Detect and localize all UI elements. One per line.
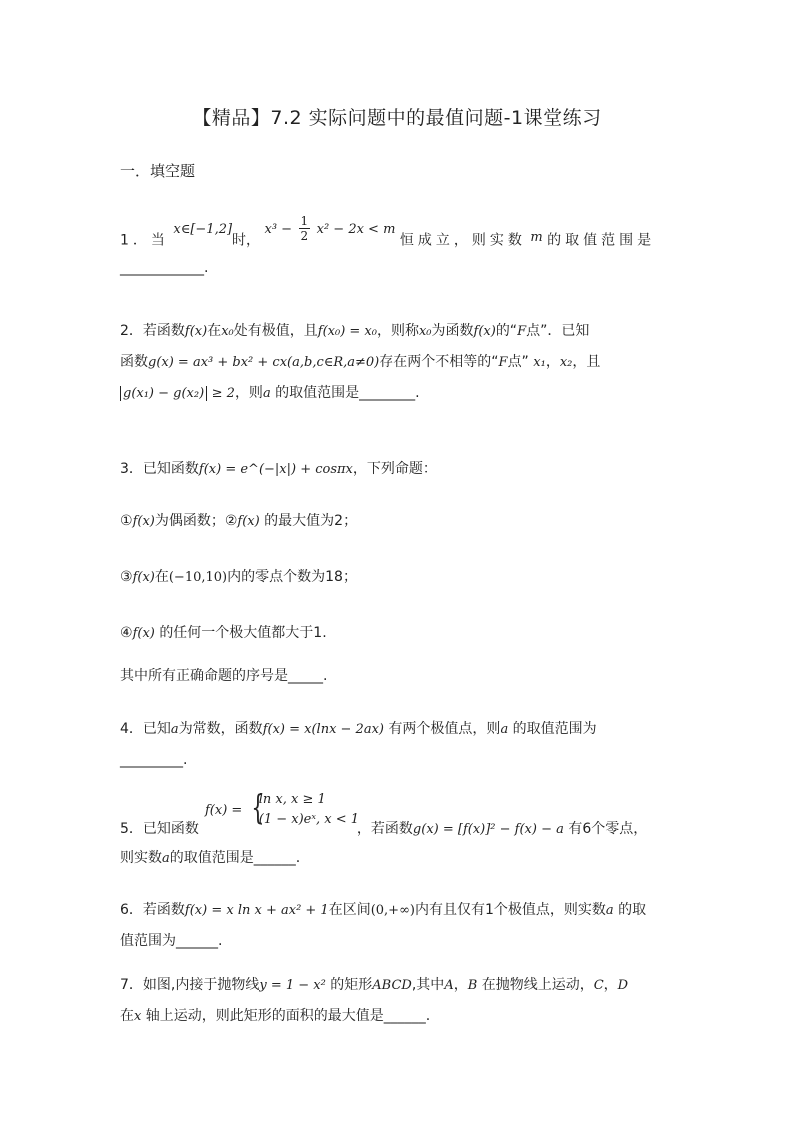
question-6 — [120, 895, 680, 956]
q7-comma: ， — [453, 977, 468, 993]
q2-text: 处有极值，且 — [233, 323, 318, 339]
q1-frac-num: 1 — [300, 214, 309, 228]
q6-answer-blank[interactable]: ______. — [176, 933, 223, 949]
q5-text: 则实数 — [120, 850, 162, 866]
q3-interval: (−10,10) — [168, 570, 228, 585]
q2-ge: ≥ 2 — [211, 386, 235, 401]
q5-text: 5．已知函数 — [120, 821, 199, 837]
q1-text: 恒成立，则实数 — [399, 232, 526, 249]
q5-text: 的取值范围是 — [169, 850, 254, 866]
q3-statement-1-2 — [120, 508, 680, 535]
q6-text: 在区间 — [328, 902, 371, 918]
q6-interval: (0,+∞) — [370, 903, 415, 918]
q2-text: 函数 — [120, 354, 148, 370]
q1-inequality — [264, 214, 400, 243]
q6-text: 6．若函数 — [120, 902, 185, 918]
q4-text: 为常数，函数 — [178, 721, 263, 737]
q4-a: a — [170, 722, 179, 737]
q2-text: 点” — [507, 354, 529, 370]
q6-text: 值范围为 — [120, 933, 176, 949]
q1-text: 的取值范围是 — [547, 232, 656, 249]
q6-text: 的取 — [618, 902, 647, 918]
q1-var: m — [530, 229, 543, 245]
q3-fx: f(x) — [132, 626, 155, 641]
q2-text: ，则称 — [376, 323, 419, 339]
q2-text: 的“ — [495, 323, 518, 339]
q4-text: 的取值范围为 — [512, 721, 597, 737]
q2-F: F — [517, 324, 527, 339]
question-1 — [120, 214, 680, 281]
q5-text: ，若函数 — [356, 821, 413, 837]
question-2 — [120, 316, 680, 409]
q3-text: 为偶函数；② — [154, 513, 238, 529]
question-4 — [120, 714, 680, 775]
q2-separator: ， — [545, 354, 560, 370]
q2-answer-blank[interactable]: ________. — [359, 385, 420, 401]
q3-question — [120, 663, 680, 689]
q3-text: 内的零点个数为18； — [227, 569, 357, 585]
q2-a: a — [262, 386, 271, 401]
q2-equation: f(x₀) = x₀ — [317, 324, 377, 339]
q5-f-label: f(x) = — [205, 803, 243, 818]
q2-text: 在 — [207, 323, 222, 339]
q7-text: 在 — [120, 1008, 134, 1024]
q1-answer-blank[interactable]: ____________. — [120, 260, 209, 276]
q2-x1: x₁ — [533, 355, 546, 370]
q2-text: ，且 — [572, 354, 601, 370]
q2-F: F — [498, 355, 508, 370]
q4-text: 4．已知 — [120, 721, 171, 737]
q2-abs-expr: g(x₁) − g(x₂) — [120, 386, 207, 401]
q3-circle-3: ③ — [120, 569, 133, 585]
section-heading: 一．填空题 — [120, 162, 196, 180]
q2-x2: x₂ — [559, 355, 573, 370]
q7-B: B — [467, 978, 478, 993]
q7-curve: y = 1 − x² — [259, 978, 326, 993]
q2-fx: f(x) — [473, 324, 496, 339]
q7-text: 轴上运动，则此矩形的面积的最大值是 — [145, 1008, 384, 1024]
q2-text: 的取值范围是 — [275, 385, 360, 401]
question-7 — [120, 970, 680, 1032]
q6-a: a — [605, 903, 614, 918]
q5-text-block — [120, 815, 680, 873]
q1-condition: x∈[−1,2] — [173, 221, 233, 237]
q2-x0: x₀ — [221, 324, 234, 339]
q5-case-2: (1 − x)eˣ, x < 1 — [258, 812, 360, 827]
q1-expr-part-b: x² − 2x < m — [316, 221, 396, 237]
q7-A: A — [444, 978, 454, 993]
q2-fx: f(x) — [184, 324, 208, 339]
q6-function: f(x) = x ln x + ax² + 1 — [184, 903, 329, 918]
page-title: 【精品】7.2 实际问题中的最值问题-1课堂练习 — [192, 107, 602, 129]
q2-text: 为函数 — [431, 323, 474, 339]
q4-a: a — [500, 722, 509, 737]
q5-a: a — [162, 851, 170, 866]
q3-circle-4: ④ — [120, 625, 133, 641]
q5-case-1: ln x, x ≥ 1 — [258, 792, 326, 807]
q3-text: 3．已知函数 — [120, 461, 199, 477]
q5-brace: { — [251, 788, 265, 828]
q6-text: 内有且仅有1个极值点，则实数 — [414, 902, 606, 918]
q2-gx: g(x) = ax³ + bx² + cx(a,b,c∈R,a≠0) — [148, 355, 380, 370]
q3-fx: f(x) — [132, 570, 155, 585]
q3-answer-blank[interactable]: _____. — [288, 668, 328, 684]
q1-frac-den: 2 — [300, 229, 309, 243]
q4-answer-blank[interactable]: _________. — [120, 752, 188, 768]
q7-text: ,其中 — [411, 977, 445, 993]
q7-comma: ， — [603, 977, 618, 993]
q7-text: 的矩形 — [330, 977, 373, 993]
q3-text: ，下列命题： — [352, 461, 437, 477]
q1-number: 1．当 — [120, 232, 169, 249]
q3-circle-1: ① — [120, 513, 133, 529]
q3-text: 在 — [154, 569, 169, 585]
q3-statement-4 — [120, 620, 680, 647]
q7-text: 7．如图,内接于抛物线 — [120, 977, 260, 993]
q3-function: f(x) = e^(−|x|) + cosπx — [198, 462, 353, 477]
q3-text: 的最大值为2； — [264, 513, 358, 529]
q4-function: f(x) = x(lnx − 2ax) — [262, 722, 384, 737]
q5-text: 有6个零点， — [568, 821, 648, 837]
q4-text: 有两个极值点，则 — [388, 721, 501, 737]
q2-text: 点”．已知 — [526, 323, 590, 339]
q7-x: x — [134, 1009, 142, 1024]
q3-fx: f(x) — [237, 514, 260, 529]
q3-text: 的任何一个极大值都大于1. — [159, 625, 327, 641]
q2-text: ，则 — [234, 385, 263, 401]
q3-statement-3 — [120, 564, 680, 591]
q5-answer-blank[interactable]: ______. — [253, 850, 301, 866]
q7-C: C — [593, 978, 604, 993]
q5-gx: g(x) = [f(x)]² − f(x) − a — [412, 822, 564, 837]
q7-D: D — [617, 978, 629, 993]
q3-fx: f(x) — [132, 514, 155, 529]
q1-text: 时， — [232, 232, 261, 249]
question-3 — [120, 456, 680, 483]
q2-text: 存在两个不相等的“ — [379, 354, 499, 370]
q1-fraction — [299, 214, 311, 243]
q7-text: 在抛物线上运动， — [481, 977, 594, 993]
q2-x0: x₀ — [418, 324, 432, 339]
q3-text: 其中所有正确命题的序号是 — [120, 668, 288, 684]
q7-answer-blank[interactable]: ______. — [383, 1008, 431, 1024]
q2-text: 2．若函数 — [120, 323, 185, 339]
q1-expr-part-a: x³ − — [264, 221, 293, 237]
q7-rect: ABCD — [372, 978, 412, 993]
